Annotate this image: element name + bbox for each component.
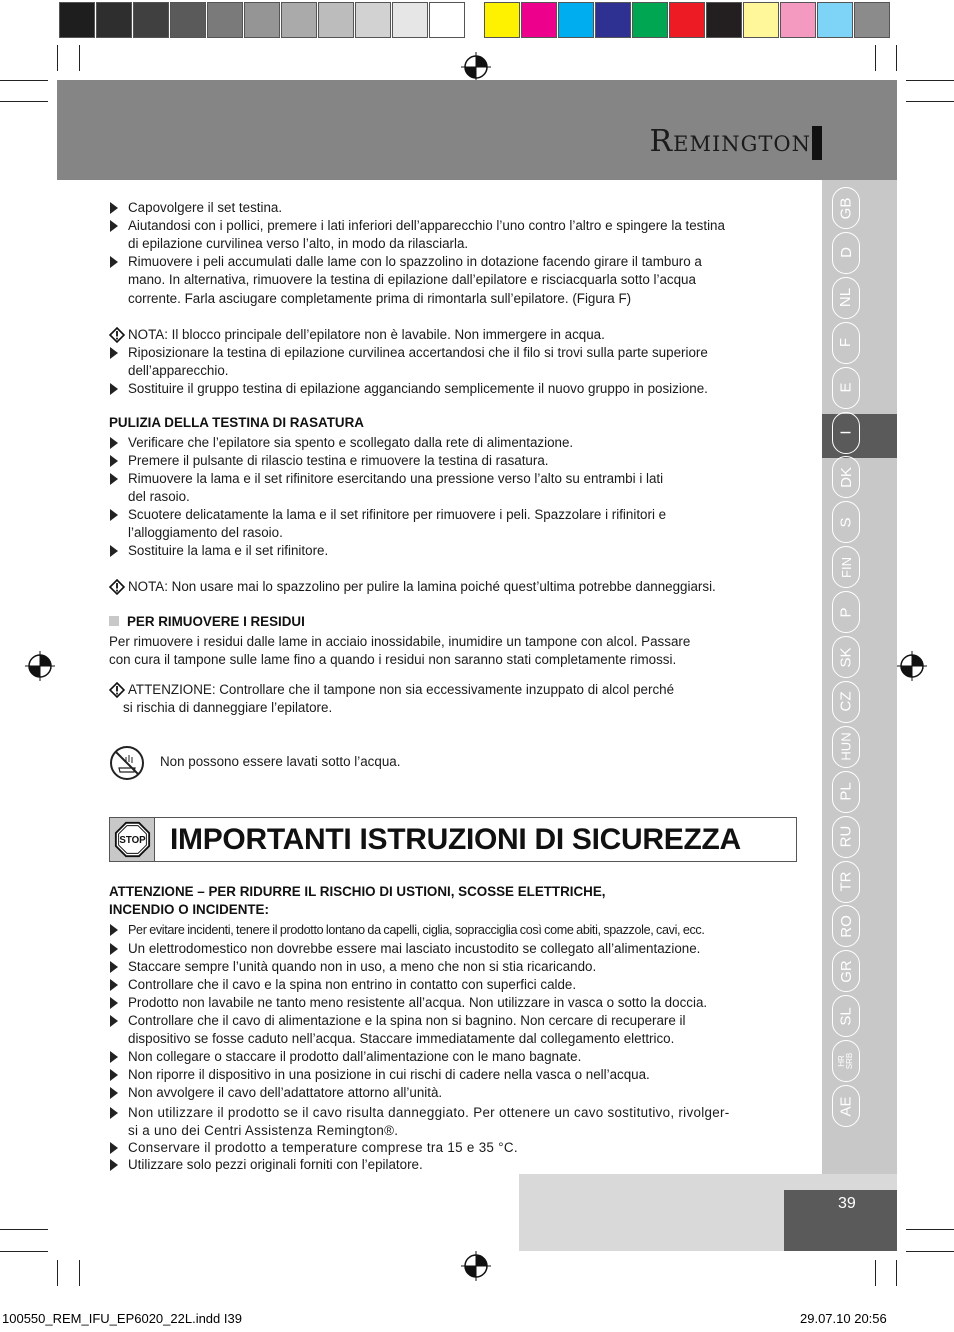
list-item: Sostituire il gruppo testina di epilazione agganciando semplicemente il nuovo gruppo in posizione. [109,380,708,398]
page-header [57,80,897,180]
no-wash-label: Non possono essere lavati sotto l’acqua. [160,754,401,769]
crop-mark [906,1229,954,1230]
brand-bar [812,126,822,160]
language-tab-e[interactable]: E [832,367,860,409]
list-item: Controllare che il cavo e la spina non entrino in contatto con superfici calde. [109,976,576,994]
registration-mark-icon [25,651,55,681]
language-tab-hun[interactable]: HUN [832,726,860,768]
crop-mark [0,1251,48,1252]
language-tab-i[interactable]: I [832,412,860,454]
warning-diamond-icon [109,327,125,343]
language-tab-sk[interactable]: SK [832,636,860,678]
warning-note: ATTENZIONE: Controllare che il tampone non sia eccessivamente inzuppato di alcol perché [109,681,674,699]
list-item-continuation: si a uno dei Centri Assistenza Remington®. [128,1123,399,1138]
list-item: Sostituire la lama e il set rifinitore. [109,542,328,560]
language-tab-f[interactable]: F [832,322,860,364]
list-item: Staccare sempre l’unità quando non in uso, a meno che non si stia ricaricando. [109,958,596,976]
language-tab-tr[interactable]: TR [832,861,860,903]
language-tab-hr-srb[interactable]: HR SRB [832,1040,860,1082]
language-tab-nl[interactable]: NL [832,277,860,319]
list-item: Non collegare o staccare il prodotto dall’alimentazione con le mano bagnate. [109,1048,581,1066]
language-tab-gb[interactable]: GB [832,187,860,229]
paragraph: con cura il tampone sulle lame fino a quando i residui non saranno stati completamente rimossi. [109,652,677,667]
list-item: Rimuovere i peli accumulati dalle lame con lo spazzolino in dotazione facendo girare il tamburo a [109,253,702,271]
section-heading: PER RIMUOVERE I RESIDUI [109,614,305,629]
safety-title: IMPORTANTI ISTRUZIONI DI SICUREZZA [170,823,741,856]
crop-mark [79,45,80,71]
list-item: Utilizzare solo pezzi originali forniti con l’epilatore. [109,1156,423,1174]
list-item-continuation: corrente. Farla asciugare completamente prima di rimontarla sull’epilatore. (Figura F) [128,291,632,306]
page-number: 39 [838,1195,856,1212]
crop-mark [57,1260,58,1286]
crop-mark [57,45,58,71]
warning-diamond-icon [109,579,125,595]
crop-mark [875,45,876,71]
list-item: Aiutandosi con i pollici, premere i lati inferiori dell’apparecchio l’uno contro l’altro e spingere la testina [109,217,725,235]
crop-mark [906,101,954,102]
paragraph: Per rimuovere i residui dalle lame in acciaio inossidabile, inumidire un tampone con alcol. Passare [109,634,691,649]
list-item: Non riporre il dispositivo in una posizione in cui rischi di cadere nella vasca o nell’acqua. [109,1066,650,1084]
language-tab-s[interactable]: S [832,501,860,543]
colour-bar [484,2,891,38]
stop-sign-text: STOP [119,835,146,847]
language-tab-sl[interactable]: SL [832,995,860,1037]
language-tab-cz[interactable]: CZ [832,681,860,723]
language-tab-ae[interactable]: AE [832,1085,860,1127]
list-item: Per evitare incidenti, tenere il prodotto lontano da capelli, ciglia, sopracciglia così come abiti, spazzole, cavi, ecc. [109,921,705,939]
list-item-continuation: l’alloggiamento del rasoio. [128,525,283,540]
registration-mark-icon [461,1251,491,1281]
safety-title-box [109,817,797,862]
crop-mark [875,1260,876,1286]
language-tab-ro[interactable]: RO [832,905,860,947]
heading-square [109,616,119,626]
no-water-icon [109,745,145,781]
list-item: Un elettrodomestico non dovrebbe essere mai lasciato incustodito se collegato all’alimentazione. [109,940,700,958]
list-item: Riposizionare la testina di epilazione curvilinea accertandosi che il filo si trovi sulla parte superiore [109,344,708,362]
language-tab-p[interactable]: P [832,591,860,633]
language-tab-ru[interactable]: RU [832,816,860,858]
warning-heading: INCENDIO O INCIDENTE: [109,902,269,917]
registration-mark-icon [461,52,491,82]
registration-mark-icon [897,651,927,681]
stop-sign-icon [114,821,151,858]
language-tab-gr[interactable]: GR [832,950,860,992]
list-item: Premere il pulsante di rilascio testina e rimuovere la testina di rasatura. [109,452,549,470]
list-item-continuation: del rasoio. [128,489,190,504]
language-tab-pl[interactable]: PL [832,771,860,813]
warning-heading: ATTENZIONE – PER RIDURRE IL RISCHIO DI USTIONI, SCOSSE ELETTRICHE, [109,884,606,899]
list-item-continuation: mano. In alternativa, rimuovere la testina di epilazione dall’epilatore e risciacquarla sotto l’acqua [128,272,696,287]
list-item: Rimuovere la lama e il set rifinitore esercitando una pressione verso l’alto su entrambi i lati [109,470,663,488]
language-tab-d[interactable]: D [832,232,860,274]
crop-mark [896,1260,897,1286]
crop-mark [906,80,954,81]
crop-mark [896,45,897,71]
language-tab-fin[interactable]: FIN [832,546,860,588]
list-item: Prodotto non lavabile ne tanto meno resistente all’acqua. Non utilizzare in vasca o sotto la doccia. [109,994,707,1012]
language-tab-dk[interactable]: DK [832,456,860,498]
print-slug-date: 29.07.10 20:56 [800,1311,887,1326]
list-item: Scuotere delicatamente la lama e il set rifinitore per rimuovere i peli. Spazzolare i rifinitori e [109,506,666,524]
grayscale-bar [59,2,466,38]
list-item: Non utilizzare il prodotto se il cavo risulta danneggiato. Per ottenere un cavo sostitutivo, rivolger- [109,1104,730,1122]
list-item: Non avvolgere il cavo dell’adattatore attorno all’unità. [109,1084,442,1102]
crop-mark [0,101,48,102]
crop-mark [0,1229,48,1230]
list-item: Verificare che l’epilatore sia spento e scollegato dalla rete di alimentazione. [109,434,573,452]
list-item-continuation: di epilazione curvilinea verso l’alto, in modo da rilasciarla. [128,236,469,251]
print-slug-file: 100550_REM_IFU_EP6020_22L.indd I39 [2,1311,242,1326]
crop-mark [79,1260,80,1286]
crop-mark [906,1251,954,1252]
note: NOTA: Non usare mai lo spazzolino per pulire la lamina poiché quest’ultima potrebbe danneggiarsi. [109,578,716,596]
list-item: Capovolgere il set testina. [109,199,282,217]
list-item-continuation: dispositivo se fosse caduto nell’acqua. Staccare immediatamente dal collegamento elettrico. [128,1031,675,1046]
section-heading: PULIZIA DELLA TESTINA DI RASATURA [109,415,364,430]
list-item: Controllare che il cavo di alimentazione e la spina non si bagnino. Non cercare di recuperare il [109,1012,686,1030]
warning-diamond-icon [109,682,125,698]
crop-mark [0,80,48,81]
brand-logo: Remington [649,124,811,159]
note: NOTA: Il blocco principale dell’epilatore non è lavabile. Non immergere in acqua. [109,326,605,344]
stop-cell [110,818,155,861]
list-item-continuation: dell’apparecchio. [128,363,229,378]
warning-note-continuation: si rischia di danneggiare l’epilatore. [123,700,333,715]
list-item: Conservare il prodotto a temperature comprese tra 15 e 35 °C. [109,1139,518,1157]
